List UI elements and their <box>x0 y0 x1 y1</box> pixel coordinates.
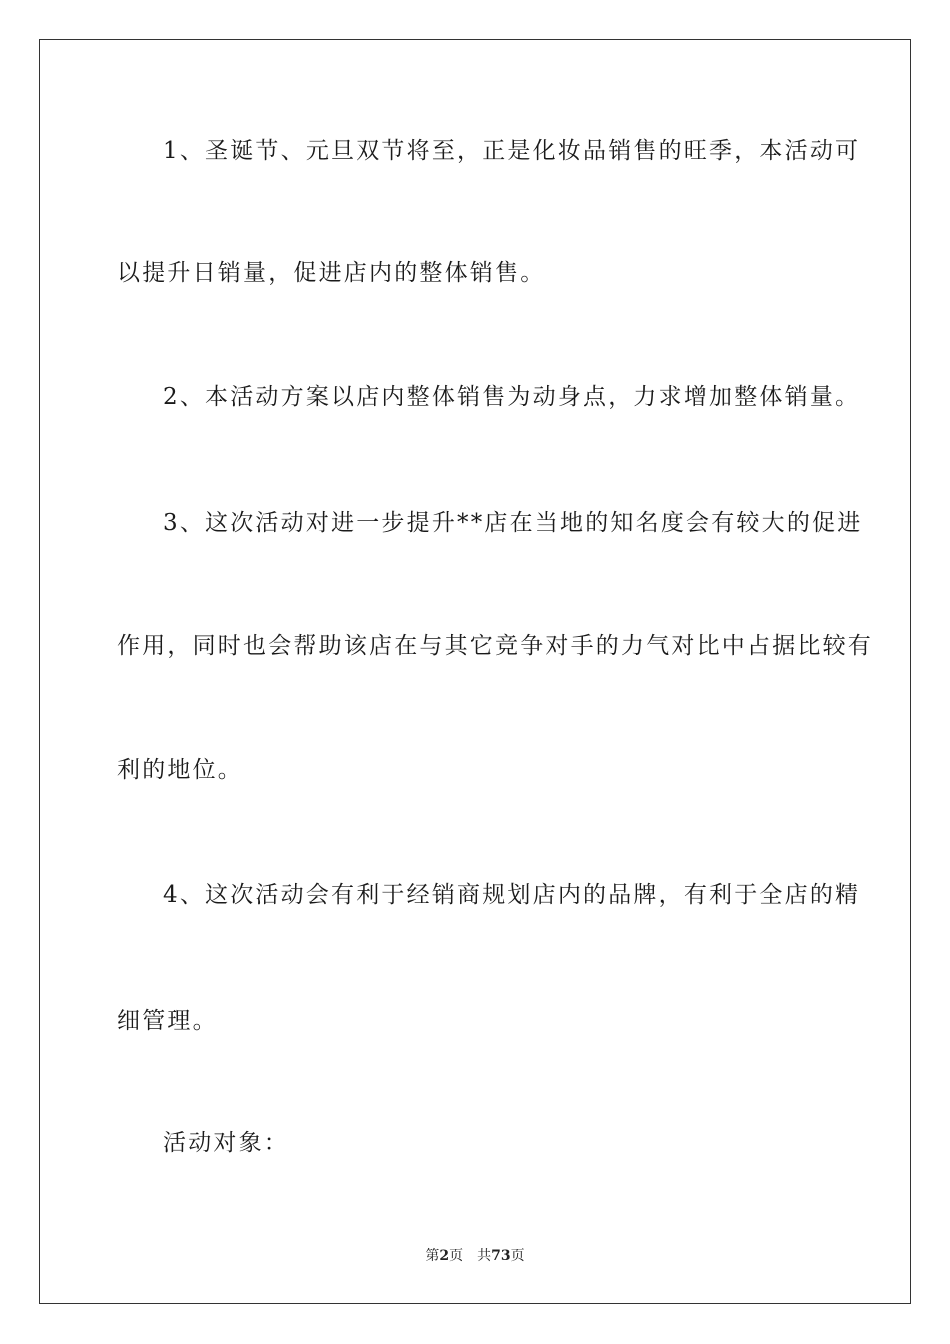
paragraph-1-line-2: 以提升日销量，促进店内的整体销售。 <box>117 260 546 286</box>
total-suffix: 页 <box>510 1248 525 1264</box>
page-suffix: 页 <box>449 1248 464 1264</box>
paragraph-3-line-3: 利的地位。 <box>117 757 243 783</box>
page-footer <box>0 1247 950 1265</box>
page-prefix: 第 <box>425 1248 440 1264</box>
page-border <box>39 39 911 1304</box>
paragraph-5-line-1: 活动对象： <box>163 1130 289 1156</box>
paragraph-1-line-1: 1、圣诞节、元旦双节将至，正是化妆品销售的旺季，本活动可 <box>163 138 861 164</box>
paragraph-3-line-1: 3、这次活动对进一步提升**店在当地的知名度会有较大的促进 <box>163 510 863 536</box>
paragraph-4-line-2: 细管理。 <box>117 1008 218 1034</box>
current-page-number: 2 <box>439 1248 450 1264</box>
paragraph-3-line-2: 作用，同时也会帮助该店在与其它竞争对手的力气对比中占据比较有 <box>117 633 873 659</box>
paragraph-4-line-1: 4、这次活动会有利于经销商规划店内的品牌，有利于全店的精 <box>163 882 861 908</box>
paragraph-2-line-1: 2、本活动方案以店内整体销售为动身点，力求增加整体销量。 <box>163 384 861 410</box>
total-page-count: 73 <box>491 1248 511 1264</box>
total-prefix: 共 <box>477 1248 492 1264</box>
